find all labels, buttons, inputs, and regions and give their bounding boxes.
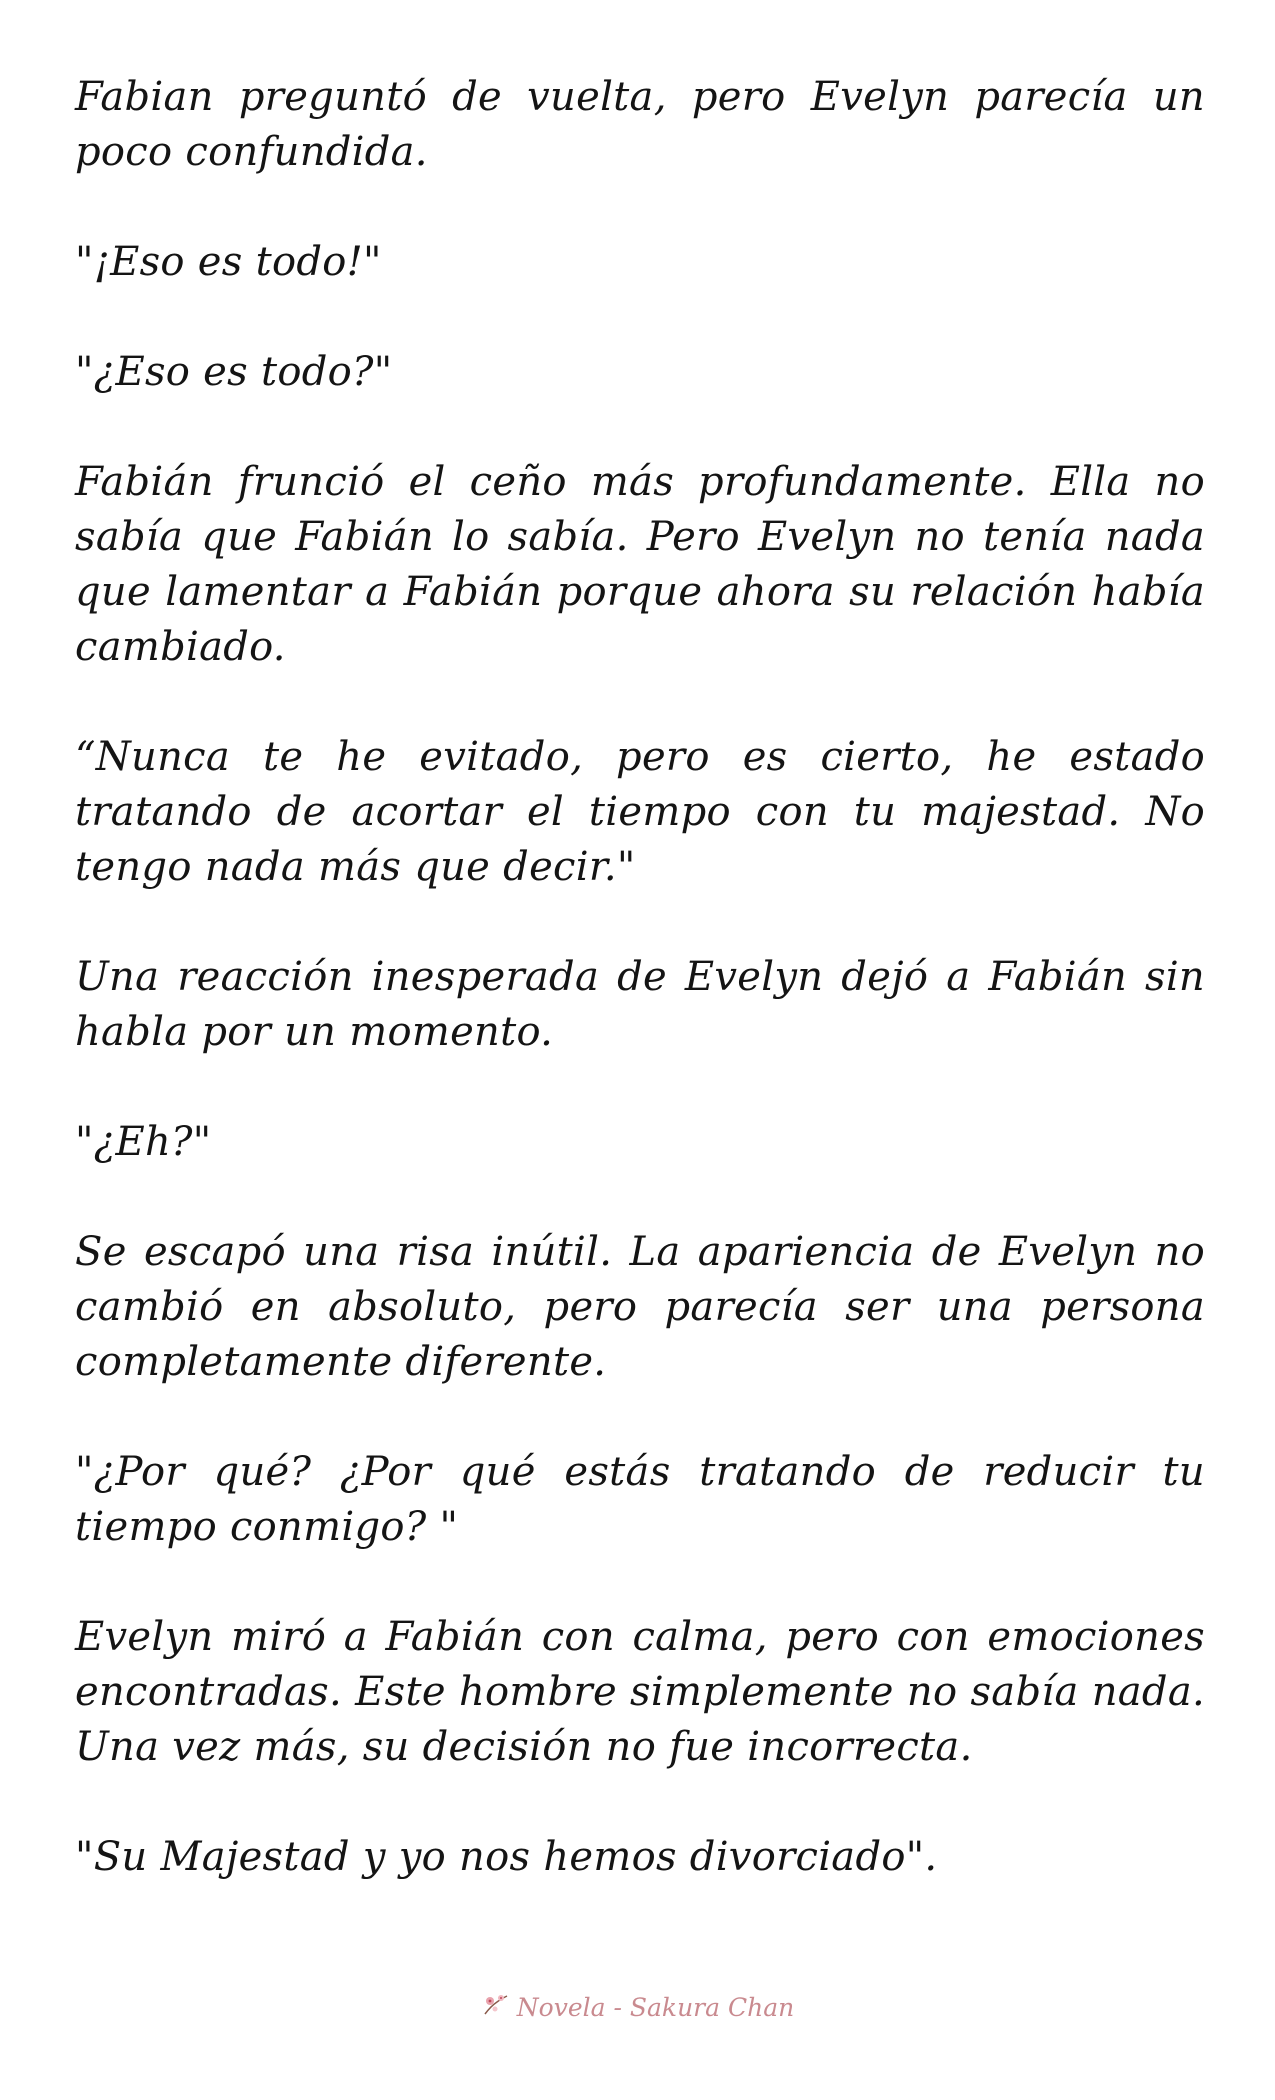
paragraph: “Nunca te he evitado, pero es cierto, he estado tratando de acortar el tiempo con tu majestad. No tengo nada más que decir." bbox=[75, 734, 1205, 890]
sakura-flower-icon bbox=[481, 1992, 511, 2018]
watermark-text: Novela - Sakura Chan bbox=[516, 1993, 795, 2022]
paragraph: "¡Eso es todo!" bbox=[75, 239, 382, 285]
paragraph: Se escapó una risa inútil. La apariencia de Evelyn no cambió en absoluto, pero parecía ser una persona completamente diferente. bbox=[75, 1229, 1205, 1385]
watermark bbox=[0, 1992, 1275, 2022]
paragraph: Fabián frunció el ceño más profundamente. Ella no sabía que Fabián lo sabía. Pero Evelyn no tenía nada que lamentar a Fabián porque ahora su relación había cambiado. bbox=[75, 459, 1205, 670]
document-body bbox=[75, 70, 1205, 1940]
paragraph: Una reacción inesperada de Evelyn dejó a Fabián sin habla por un momento. bbox=[75, 954, 1205, 1055]
paragraph: Evelyn miró a Fabián con calma, pero con emociones encontradas. Este hombre simplemente no sabía nada. Una vez más, su decisión no fue incorrecta. bbox=[75, 1614, 1205, 1770]
paragraph: "¿Eso es todo?" bbox=[75, 349, 393, 395]
paragraph: "¿Por qué? ¿Por qué estás tratando de reducir tu tiempo conmigo? " bbox=[75, 1449, 1205, 1550]
paragraph: "Su Majestad y yo nos hemos divorciado". bbox=[75, 1834, 938, 1880]
paragraph: "¿Eh?" bbox=[75, 1119, 212, 1165]
paragraph: Fabian preguntó de vuelta, pero Evelyn parecía un poco confundida. bbox=[75, 74, 1205, 175]
